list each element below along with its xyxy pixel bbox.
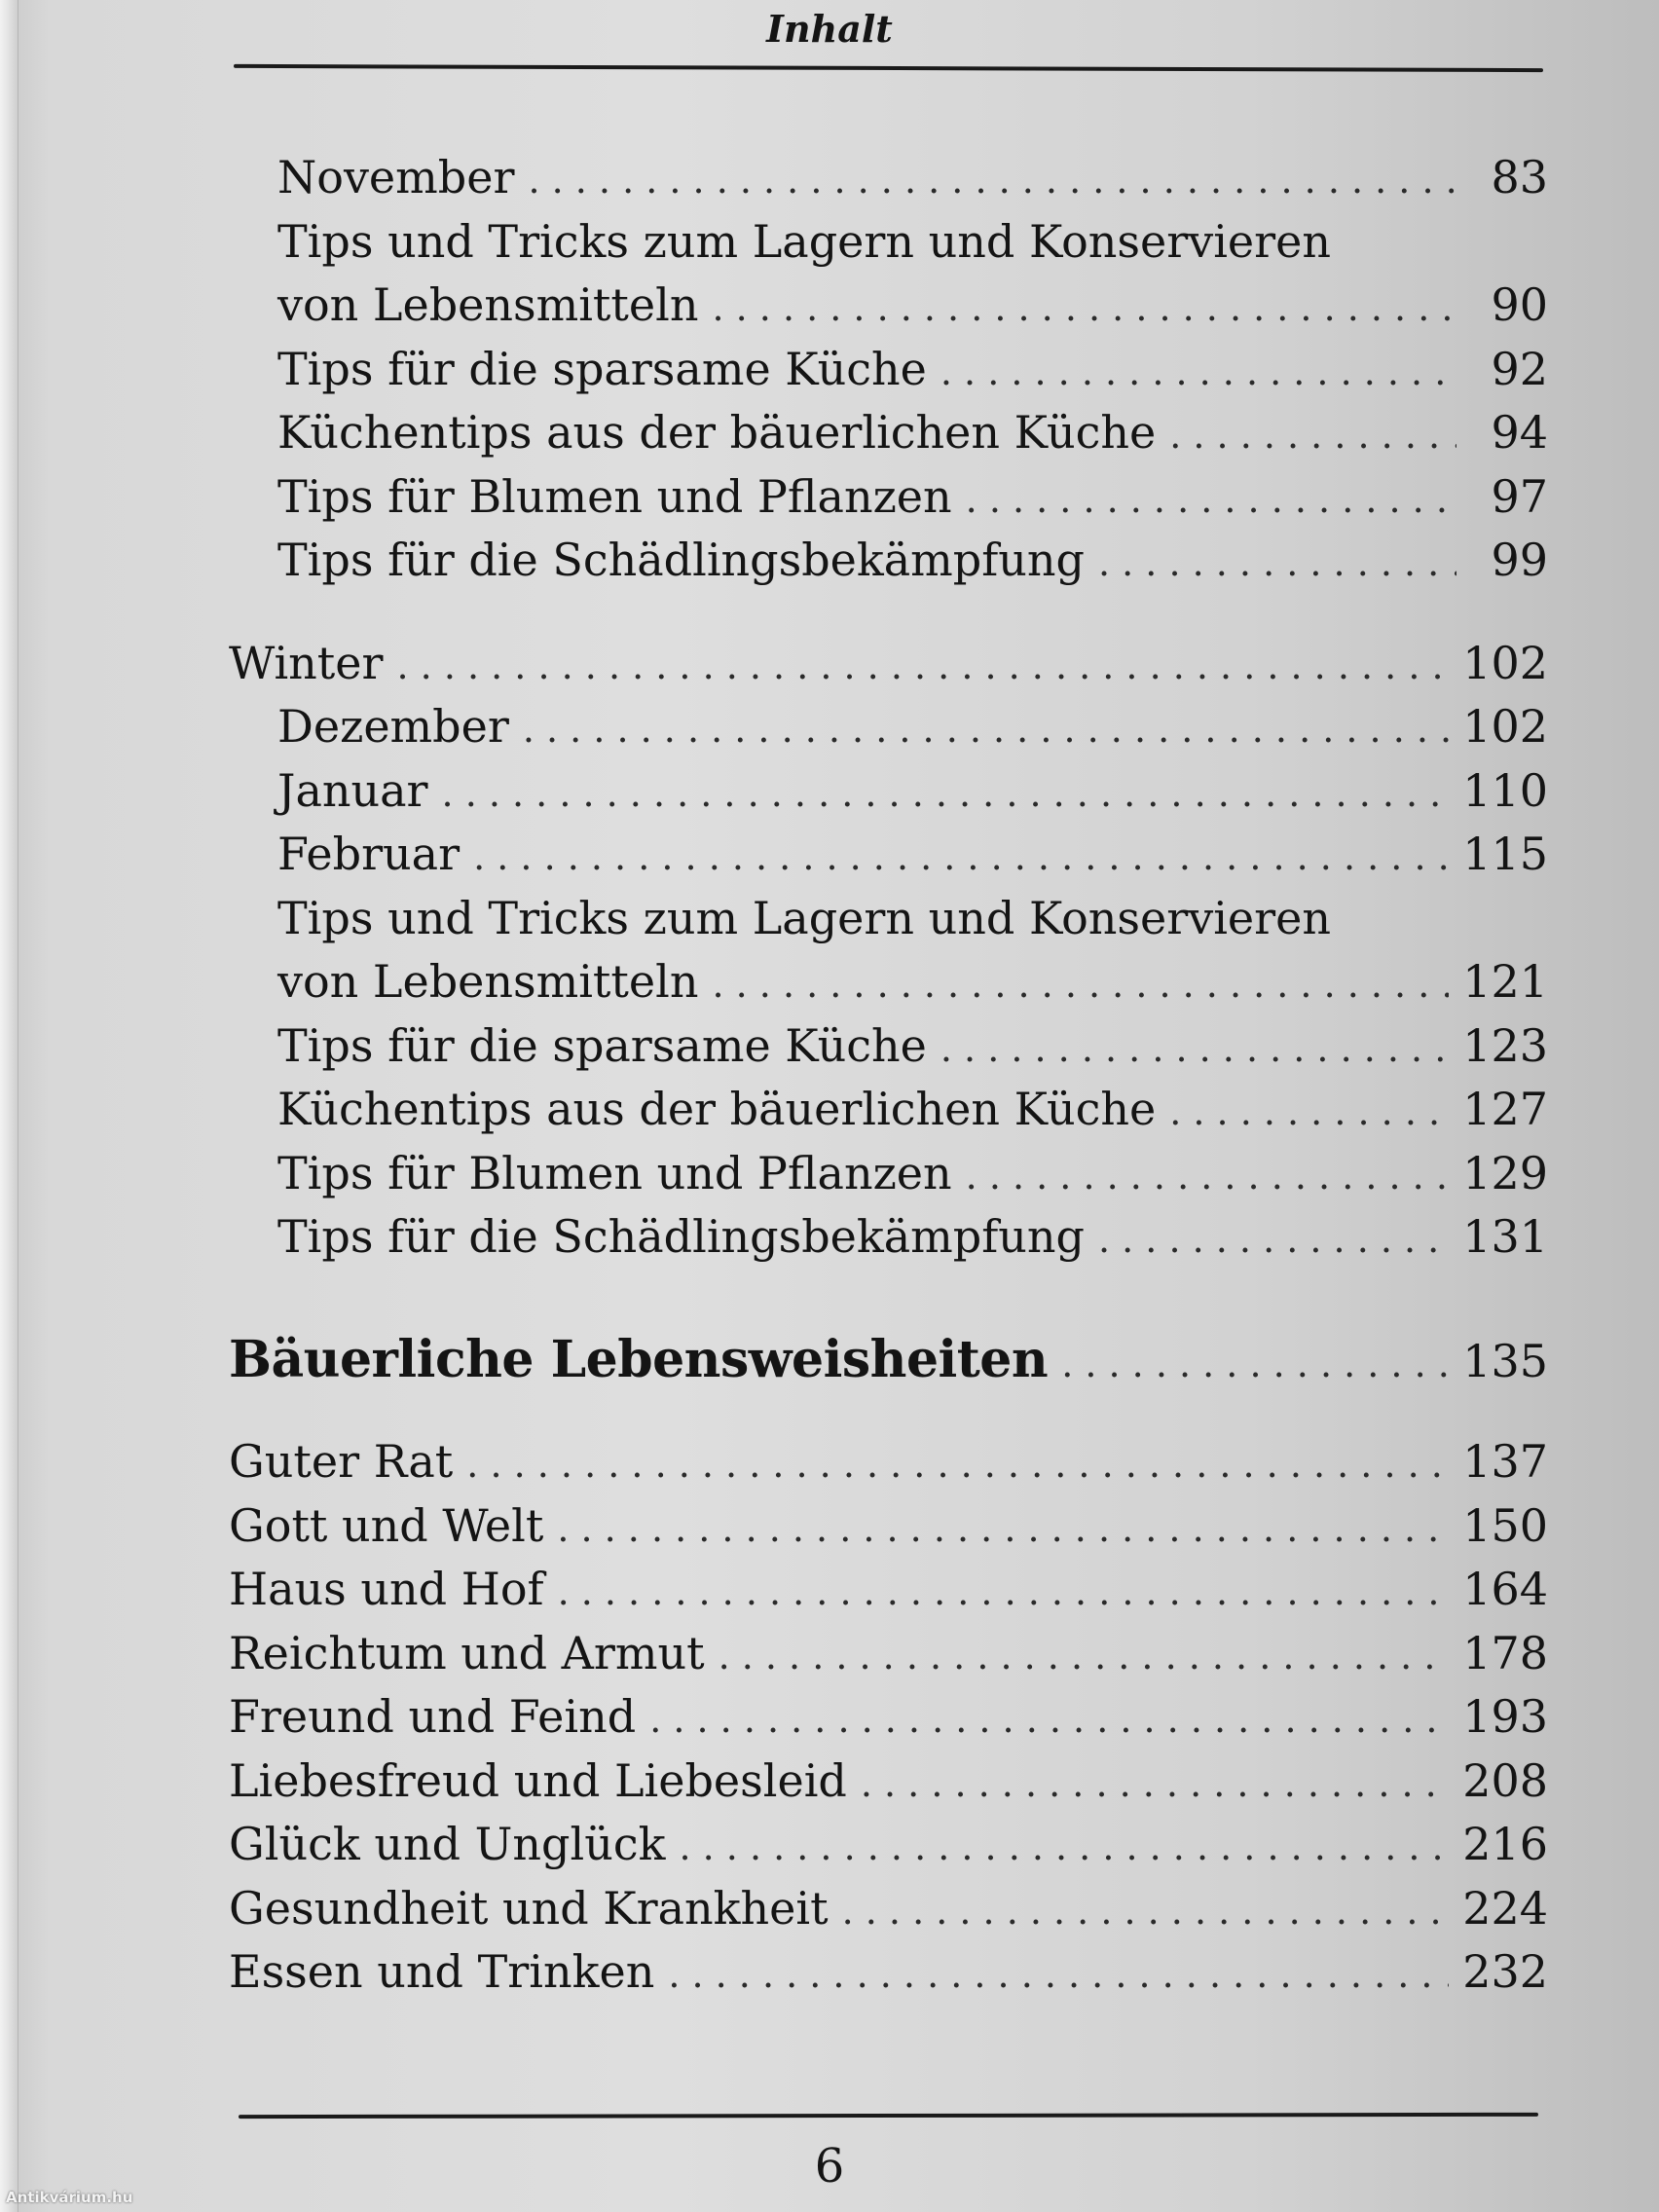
spacer (229, 593, 1548, 632)
dot-leader (1169, 1081, 1449, 1145)
toc-entry-page: 131 (1462, 1210, 1548, 1263)
toc-entry-page: 90 (1491, 278, 1548, 331)
toc-entry (229, 1813, 1548, 1877)
toc-entry-page: 94 (1491, 406, 1548, 459)
toc-entry (229, 1685, 1548, 1750)
toc-entry-page: 193 (1462, 1690, 1548, 1743)
footer-rule (239, 2113, 1538, 2119)
toc-entry-page: 92 (1491, 342, 1548, 395)
dot-leader (719, 1625, 1450, 1689)
toc-entry-page: 135 (1462, 1334, 1548, 1387)
toc-entry-page: 102 (1462, 700, 1548, 753)
toc-entry-label: Tips für die Schädlingsbekämpfung (277, 1210, 1085, 1263)
dot-leader (1098, 532, 1456, 596)
dot-leader (712, 276, 1456, 341)
toc-entry-label: Dezember (277, 700, 509, 753)
toc-entry-page: 110 (1462, 763, 1548, 817)
toc-entry (229, 1014, 1548, 1079)
toc-entry-page: 123 (1462, 1018, 1548, 1072)
toc-section-title (229, 1328, 1548, 1392)
dot-leader (966, 1145, 1450, 1209)
toc-entry-label: November (277, 151, 515, 203)
toc-entry (229, 401, 1548, 465)
page-number: 6 (814, 2139, 845, 2194)
toc-entry (229, 1205, 1548, 1270)
table-of-contents (229, 146, 1548, 2005)
toc-entry-label: von Lebensmitteln (277, 955, 699, 1008)
dot-leader (668, 1943, 1449, 2008)
watermark: Antikvárium.hu (6, 2189, 133, 2206)
toc-entry-label: Tips für Blumen und Pflanzen (277, 1146, 952, 1199)
toc-entry-page: 127 (1462, 1083, 1548, 1135)
toc-entry-label: Winter (229, 636, 384, 689)
toc-entry-label: Tips für die sparsame Küche (277, 342, 927, 395)
toc-entry-februar (229, 823, 1548, 887)
toc-entry-multiline-first: Tips und Tricks zum Lagern und Konservieren (277, 214, 1331, 268)
dot-leader (1169, 404, 1456, 468)
toc-entry-page: 216 (1462, 1818, 1548, 1870)
toc-entry-label: Haus und Hof (229, 1563, 544, 1615)
dot-leader (523, 698, 1449, 762)
dot-leader (558, 1561, 1450, 1625)
toc-entry-label: Gesundheit und Krankheit (229, 1881, 829, 1935)
dot-leader (557, 1497, 1449, 1562)
toc-entry-label: Glück und Unglück (229, 1818, 666, 1870)
toc-entry-label: Reichtum und Armut (229, 1626, 705, 1679)
dot-leader (649, 1688, 1449, 1752)
toc-entry (229, 1558, 1548, 1622)
toc-entry (229, 1622, 1548, 1686)
toc-entry-page: 97 (1491, 469, 1548, 523)
toc-entry-page: 99 (1491, 534, 1548, 586)
toc-entry-label: Küchentips aus der bäuerlichen Küche (277, 1083, 1157, 1135)
dot-leader (679, 1816, 1449, 1880)
toc-entry-label: Tips für Blumen und Pflanzen (277, 469, 952, 523)
dot-leader (940, 1017, 1449, 1082)
toc-entry-label: Tips für die sparsame Küche (277, 1018, 927, 1072)
toc-entry-page: 224 (1462, 1881, 1548, 1935)
toc-entry-page: 121 (1462, 955, 1548, 1008)
toc-entry (229, 338, 1548, 402)
dot-leader (940, 341, 1456, 405)
header-rule (234, 64, 1543, 72)
toc-entry-winter (229, 632, 1548, 696)
dot-leader (1098, 1208, 1449, 1272)
toc-entry-page: 129 (1462, 1146, 1548, 1199)
toc-entry-page: 83 (1491, 151, 1548, 203)
toc-entry (229, 1430, 1548, 1494)
toc-entry-page: 150 (1462, 1498, 1548, 1552)
running-head: Inhalt (766, 7, 893, 51)
toc-entry-label: Guter Rat (229, 1435, 454, 1488)
toc-entry-label: Küchentips aus der bäuerlichen Küche (277, 406, 1157, 459)
toc-entry-page: 232 (1462, 1945, 1548, 1998)
dot-leader (528, 149, 1456, 213)
toc-entry-label: von Lebensmitteln (277, 278, 699, 331)
toc-entry-label: Februar (277, 828, 461, 880)
toc-entry-multiline-first: Tips und Tricks zum Lagern und Konservieren (277, 891, 1331, 944)
toc-entry (229, 465, 1548, 530)
toc-entry-label: Freund und Feind (229, 1690, 637, 1743)
toc-entry-label: Gott und Welt (229, 1498, 544, 1552)
dot-leader (842, 1880, 1450, 1944)
dot-leader (473, 826, 1449, 890)
toc-entry-page: 178 (1462, 1626, 1548, 1679)
toc-entry (229, 1142, 1548, 1206)
toc-entry (229, 1750, 1548, 1814)
toc-entry (229, 1078, 1548, 1142)
dot-leader (397, 635, 1450, 699)
toc-entry-page: 164 (1462, 1563, 1548, 1615)
dot-leader (966, 468, 1456, 533)
toc-entry-januar (229, 759, 1548, 824)
toc-entry-november (229, 146, 1548, 210)
toc-entry (229, 1494, 1548, 1559)
spacer (229, 1391, 1548, 1430)
spacer (229, 1270, 1548, 1328)
toc-entry-multiline-last (229, 950, 1548, 1014)
toc-entry-multiline-last (229, 274, 1548, 338)
toc-entry (229, 529, 1548, 593)
toc-entry-label: Liebesfreud und Liebesleid (229, 1753, 847, 1807)
section-title-label: Bäuerliche Lebensweisheiten (229, 1329, 1049, 1389)
toc-entry-label: Januar (277, 763, 428, 817)
toc-entry-page: 102 (1462, 636, 1548, 689)
toc-entry (229, 1877, 1548, 1941)
toc-entry-dezember (229, 695, 1548, 759)
toc-entry-page: 115 (1462, 828, 1548, 880)
dot-leader (861, 1752, 1449, 1817)
dot-leader (466, 1433, 1449, 1497)
toc-entry-label: Tips für die Schädlingsbekämpfung (277, 534, 1085, 586)
toc-entry-page: 208 (1462, 1753, 1548, 1807)
toc-entry-label: Essen und Trinken (229, 1945, 655, 1998)
page-edge (0, 0, 18, 2212)
dot-leader (1061, 1333, 1449, 1397)
toc-entry (229, 1940, 1548, 2005)
dot-leader (442, 762, 1450, 827)
toc-entry-page: 137 (1462, 1435, 1548, 1488)
dot-leader (712, 953, 1449, 1017)
